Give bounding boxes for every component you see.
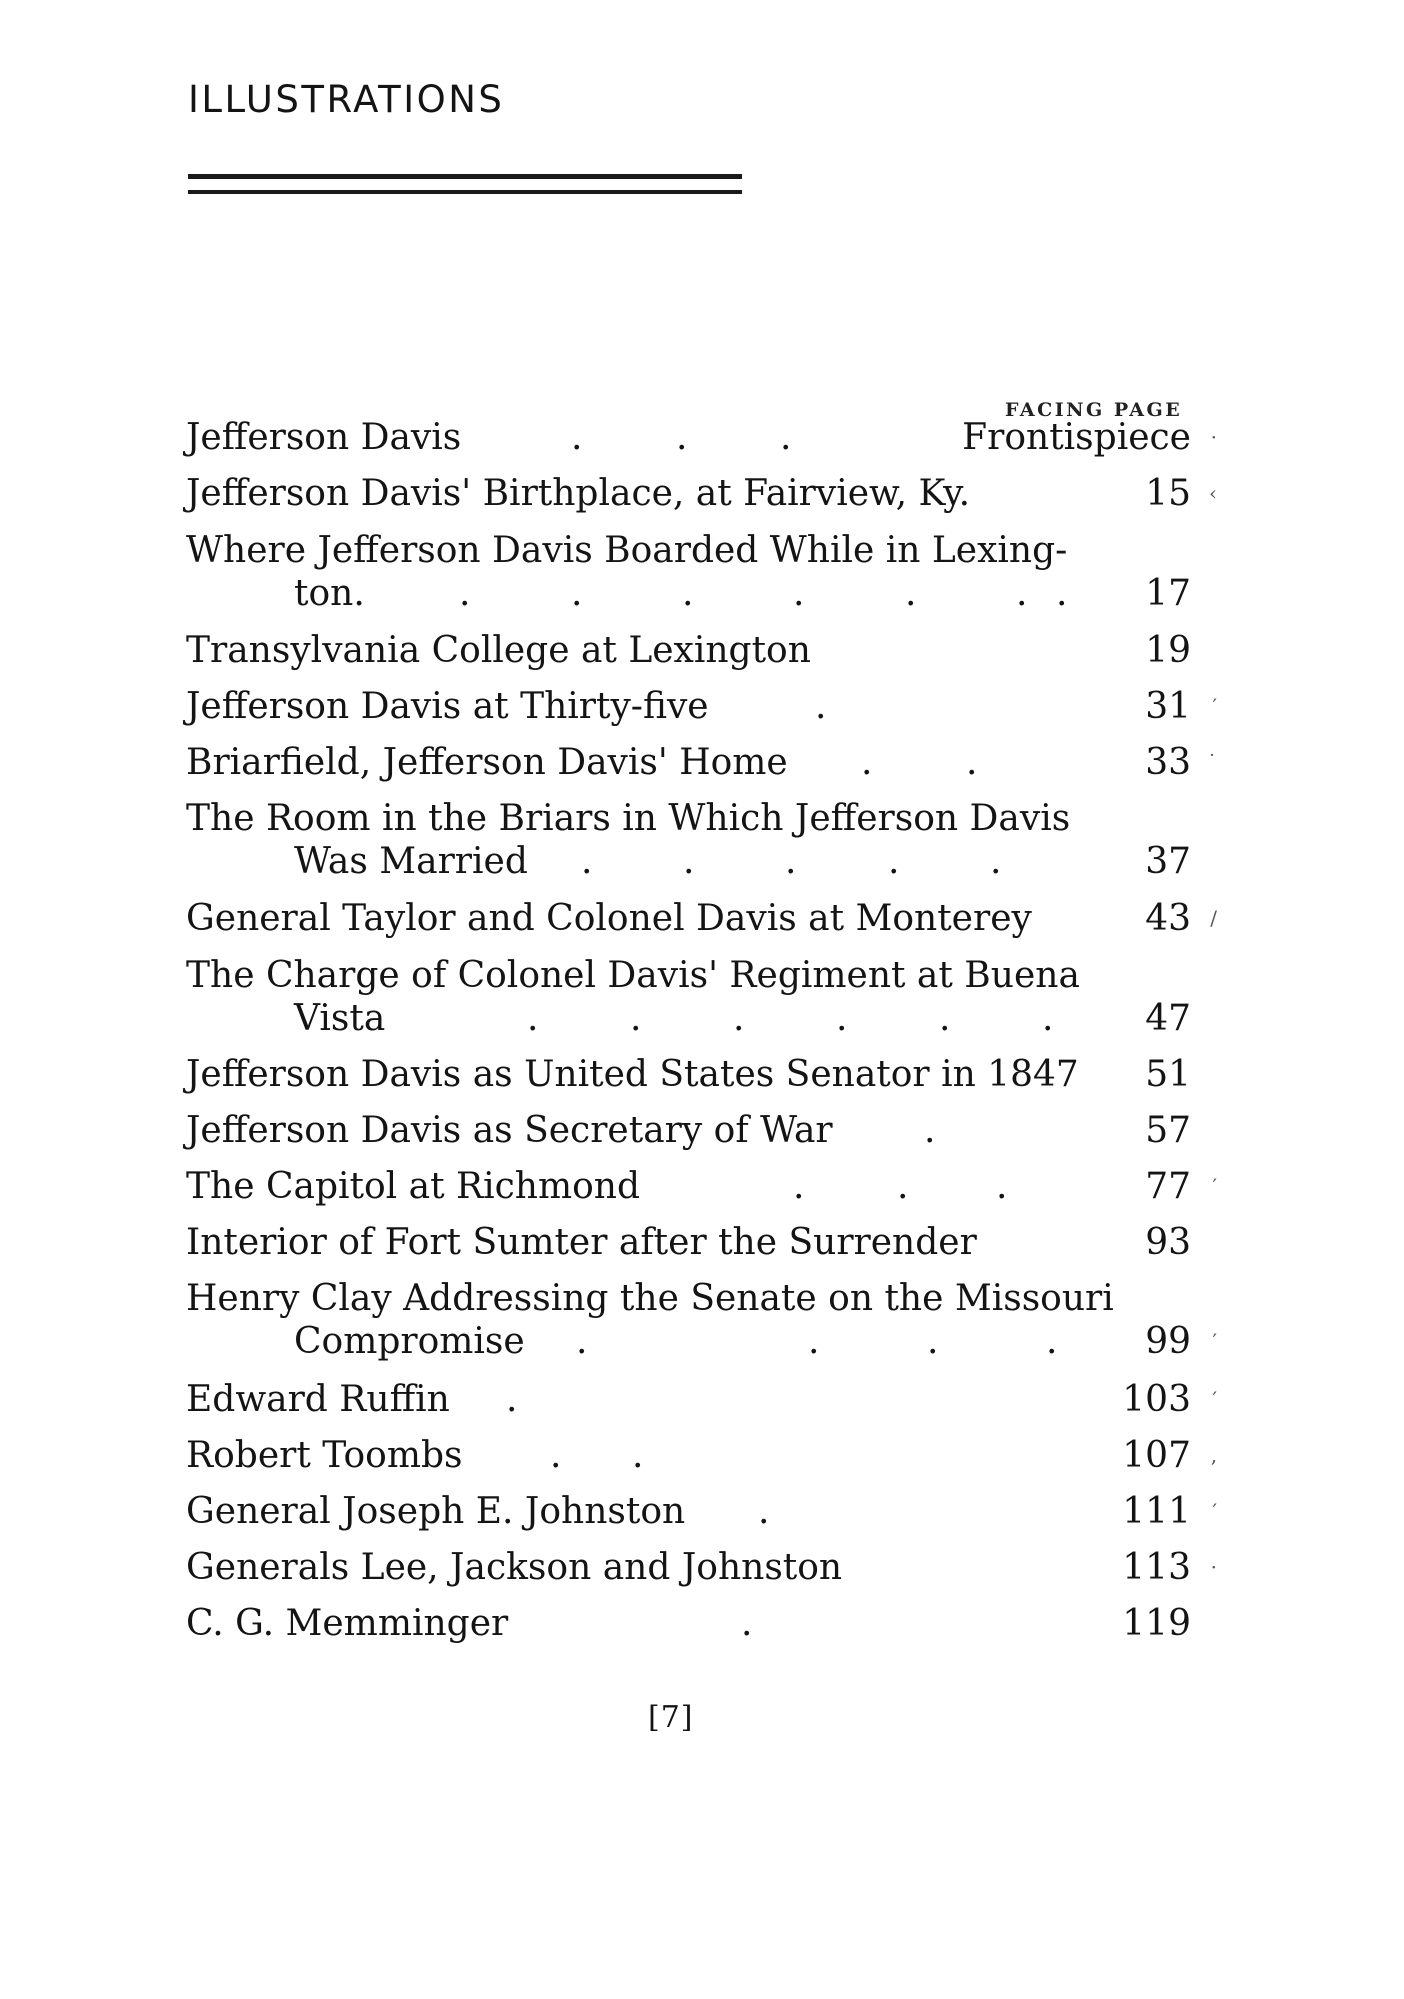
entry-title: Generals Lee, Jackson and Johnston [186,1547,843,1588]
entry-title-line [186,1378,1217,1421]
page-number-ref: 47 [1145,998,1191,1039]
entry-title-line [186,529,1191,572]
leader-dot: . [758,1491,770,1532]
list-item [186,797,1191,883]
leader-dot: . [676,417,688,458]
pencil-mark: ′ [1212,1174,1217,1198]
list-item [186,1602,1191,1645]
page-number-ref: 107 [1122,1435,1191,1476]
list-item [186,1053,1191,1096]
pencil-mark: ˙ [1207,750,1217,774]
leader-dot: . [905,573,917,614]
page-heading: ILLUSTRATIONS [188,78,505,121]
leader-dot: . [550,1435,562,1476]
pencil-mark: ′ [1212,1387,1217,1411]
leader-dot: . [630,998,642,1039]
entry-title-line [186,1277,1191,1320]
pencil-mark: ‹ [1209,481,1217,505]
leader-dot: . [632,1435,644,1476]
leader-dot: . [506,1379,518,1420]
entry-title: Jefferson Davis' Birthplace, at Fairview, Ky. [186,473,971,514]
entry-title: The Capitol at Richmond [186,1166,640,1207]
list-item [186,1490,1217,1533]
page-number-ref: 51 [1145,1054,1191,1095]
page-number-ref: 43 [1145,898,1191,939]
leader-dot: . [733,998,745,1039]
entry-title-line [186,741,1217,784]
leader-dot: . [888,841,900,882]
entry-title-line [186,1546,1217,1589]
pencil-mark: · [1210,425,1217,449]
leader-dot: . [966,742,978,783]
list-item [186,529,1191,615]
leader-dot: . [815,686,827,727]
leader-dot: . [1046,1321,1058,1362]
list-item [186,1277,1217,1363]
pencil-mark: / [1210,906,1217,930]
page-number-ref: 103 [1122,1379,1191,1420]
page-number-ref: 99 [1145,1321,1191,1362]
entry-title: Jefferson Davis as United States Senator in 1847 [186,1054,1079,1095]
entry-title: Compromise [294,1321,525,1362]
list-item [186,1165,1217,1208]
page-number-ref: 19 [1145,630,1191,671]
leader-dot: . [927,1321,939,1362]
page-number: [7] [648,1700,694,1735]
page-number-ref: 33 [1145,742,1191,783]
entry-title: Was Married [294,841,528,882]
leader-dot: . [780,417,792,458]
page-number-ref: 111 [1122,1491,1191,1532]
entry-title-line [186,685,1217,728]
entry-title-line [186,1109,1191,1152]
list-item [186,954,1191,1040]
entry-title: Transylvania College at Lexington [186,630,811,671]
page-number-ref: 57 [1145,1110,1191,1151]
page-number-ref: 37 [1145,841,1191,882]
entry-continuation-line [186,997,1191,1040]
list-item [186,685,1217,728]
leader-dot: . [682,573,694,614]
entry-title-line [186,1165,1217,1208]
leader-dot: . [571,573,583,614]
page-number-ref: 31 [1145,686,1191,727]
entry-title: Jefferson Davis [186,417,462,458]
list-item [186,897,1217,940]
entry-title: General Taylor and Colonel Davis at Monterey [186,898,1032,939]
entry-title-line [186,897,1217,940]
entry-title-line [186,1434,1217,1477]
leader-dot: . [990,841,1002,882]
entry-title: Where Jefferson Davis Boarded While in Lexing- [186,530,1068,571]
leader-dot: . [527,998,539,1039]
list-item [186,741,1217,784]
pencil-mark: ′ [1212,1499,1217,1523]
page-number-ref: 93 [1145,1222,1191,1263]
entry-title: The Charge of Colonel Davis' Regiment at Buena [186,955,1080,996]
entry-title: ton. [294,573,365,614]
leader-dot: . [785,841,797,882]
page-number-ref: 77 [1145,1166,1191,1207]
entry-title-line [186,629,1191,672]
entry-continuation-line [186,1320,1217,1363]
list-item [186,629,1191,672]
list-item [186,472,1217,515]
page-number-ref: Frontispiece [962,417,1191,458]
page-number-ref: 119 [1122,1603,1191,1644]
entry-title-line [186,1221,1191,1264]
entry-continuation-line [186,572,1191,615]
pencil-mark: ‚ [1210,1443,1217,1467]
leader-dot: . [571,417,583,458]
list-item [186,1434,1217,1477]
entry-title-line [186,954,1191,997]
entry-continuation-line [186,840,1191,883]
entry-title: The Room in the Briars in Which Jefferson Davis [186,798,1071,839]
leader-dot: . [683,841,695,882]
entry-title: Robert Toombs [186,1435,463,1476]
pencil-mark: · [1210,1555,1217,1579]
leader-dot: . [576,1321,588,1362]
leader-dot: . [459,573,471,614]
entry-title-line [186,797,1191,840]
entry-title-line [186,416,1217,459]
entry-title: Briarfield, Jefferson Davis' Home [186,742,788,783]
leader-dot: . [793,573,805,614]
leader-dot: . [924,1110,936,1151]
leader-dot: . [793,1166,805,1207]
entry-title: Vista [294,998,386,1039]
entry-title-line [186,472,1217,515]
list-item [186,416,1217,459]
entry-title-line [186,1490,1217,1533]
entry-title: Edward Ruffin [186,1379,450,1420]
leader-dot: . [808,1321,820,1362]
entry-title: Jefferson Davis as Secretary of War [186,1110,833,1151]
heading-rule-thick [188,174,742,179]
pencil-mark: ′ [1212,694,1217,718]
pencil-mark: ′ [1212,1329,1217,1353]
list-item [186,1546,1217,1589]
leader-dot: . [836,998,848,1039]
page-number-ref: 17 [1145,573,1191,614]
facing-page-label: FACING PAGE [1005,399,1183,421]
entry-title: Interior of Fort Sumter after the Surrender [186,1222,977,1263]
list-item [186,1378,1217,1421]
entry-title-line [186,1602,1191,1645]
leader-dot: . [581,841,593,882]
list-item [186,1109,1191,1152]
page-number-ref: 113 [1122,1547,1191,1588]
entry-title: Henry Clay Addressing the Senate on the Missouri [186,1278,1114,1319]
leader-dot: . [1056,573,1068,614]
heading-rule-thin [188,190,742,194]
leader-dot: . [897,1166,909,1207]
entry-title-line [186,1053,1191,1096]
entry-title: General Joseph E. Johnston [186,1491,686,1532]
page-number-ref: 15 [1145,473,1191,514]
leader-dot: . [741,1603,753,1644]
leader-dot: . [939,998,951,1039]
leader-dot: . [861,742,873,783]
leader-dot: . [1016,573,1028,614]
entry-title: Jefferson Davis at Thirty-five [186,686,709,727]
leader-dot: . [1042,998,1054,1039]
list-item [186,1221,1191,1264]
leader-dot: . [996,1166,1008,1207]
entry-title: C. G. Memminger [186,1603,509,1644]
